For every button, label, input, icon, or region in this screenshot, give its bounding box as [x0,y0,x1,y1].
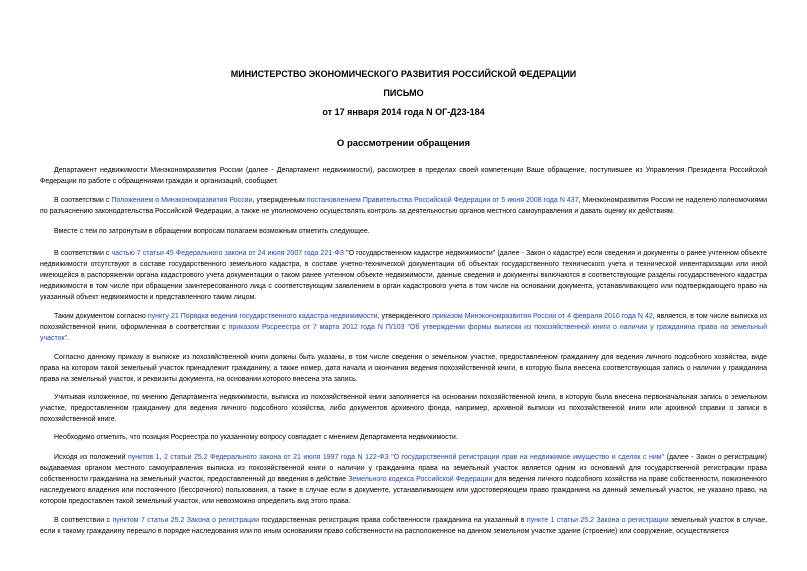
ministry-title: МИНИСТЕРСТВО ЭКОНОМИЧЕСКОГО РАЗВИТИЯ РОССИЙСКОЙ ФЕДЕРАЦИИ [230,69,577,79]
document-type: ПИСЬМО [383,88,424,98]
link-items-1[interactable]: пунктов 1 [128,454,160,461]
paragraph-10 [40,515,767,537]
paragraph-8: Необходимо отметить, что позиция Росреестра по указанному вопросу совпадает с мнением Департамента недвижимости. [54,434,458,441]
link-item-7-article-25-2[interactable]: пунктом 7 статьи 25.2 Закона о регистрации [112,517,259,524]
text: В соответствии с [54,517,113,524]
paragraph-5 [40,311,767,344]
paragraph-6: Согласно данному приказу в выписке из похозяйственной книги должны быть указаны, в том числе сведения о земельном участке, предоставленном гражданину для ведения личного подсобного хозяйства, виде права на котором такой земельный участок принадлежит гражданину, а также номер, дата начала и окончания ведения похозяйственной книги, в которую была внесена соответствующая запись о наличии у гражданина права на земельный участок, и реквизиты документа, на основании которого внесена эта запись. [40,354,767,383]
link-law-221-article-45[interactable]: частью 7 статьи 45 Федерального закона от 24 июля 2007 года 221-ФЗ [111,250,344,257]
paragraph-9 [40,452,767,507]
text: для ведения личного подсобного хозяйства на праве собственности, пожизненного наследуемого владения или постоянного (бессрочного) пользования, а также в случае если в документе, устанавливающем или удостоверяющем право гражданина на данный земельный участок, не указано право, на котором предоставлен такой земельный участок, или невозможно определить вид этого права. [40,476,768,505]
link-order-42[interactable]: приказом Минэкономразвития России от 4 февраля 2010 года N 42 [432,313,653,320]
text: Таким документом согласно [54,313,148,320]
paragraph-3: Вместе с тем по затронутым в обращении вопросам полагаем возможным отметить следующее. [54,228,370,235]
text: Исходя из положений [54,454,129,461]
text: В соответствии с [54,197,112,204]
text: "О государственном кадастре недвижимости" (далее - Закон о кадастре) если сведения и документы о ранее учтенном объекте недвижимости отсутствуют в составе государственного земельного кадастра, в составе учетно-технической документации об объектах государственного технического учета и технической инвентаризации или иной имеющейся в распоряжении органа кадастрового учета документации о таком ранее учтенном объекте недвижимости, данные сведения и документы включаются в соответствующие разделы государственного кадастра недвижимости в том числе при обращении заинтересованного лица с соответствующим заявлением в орган кадастрового учета в том числе на основании документа, устанавливающего или подтверждающего право на указанный объект недвижимости и представленного таким лицом. [40,250,767,301]
text: , [159,454,164,461]
paragraph-4 [40,248,767,303]
link-item-1-article-25-2[interactable]: пункте 1 статьи 25.2 Закона о регистрации [526,517,669,524]
text: земельный участок в случае, если к такому гражданину перешло в порядке наследования или по иным основаниям право собственности на расположенное на данном земельном участке здание (строение) или сооружение, осуществляется [40,517,768,535]
link-rosreestr-order-p103[interactable]: приказом Росреестра от 7 марта 2012 года N П/103 "Об утверждении формы выписки из похозяйственной книги о наличии у гражданина права на земельный участок" [40,324,767,342]
link-law-122-article-25-2[interactable]: 2 статьи 25.2 Федерального закона от 21 июля 1997 года N 122-ФЗ "О государственной регистрации прав на недвижимое имущество и сделок с ним" [163,454,665,461]
link-regulation-ministry[interactable]: Положением о Минэкономразвития России [111,197,253,204]
text: государственная регистрация права собственности гражданина на указанный в [258,517,527,524]
paragraph-2 [40,195,767,217]
text: В соответствии с [54,250,112,257]
document-subject: О рассмотрении обращения [336,138,471,149]
paragraph-7: Учитывая изложенное, по мнению Департамента недвижимости, выписка из похозяйственной книги заполняется на основании похозяйственной книги, в которую была внесена первоначальная запись о земельном участке, предоставленном гражданину для ведения личного подсобного хозяйства, либо документов архивного фонда, например, архивной выписки из похозяйственной книги или архивной справки о записи в похозяйственной книге. [40,394,767,423]
link-government-decree-437[interactable]: постановлением Правительства Российской Федерации от 5 июня 2008 года N 437 [306,197,579,204]
text: . [67,335,70,342]
text: (далее - Закон о регистрации) выдаваемая органом местного самоуправления выписка из похозяйственной книги о наличии у гражданина права на земельный участок является одним из оснований для государственной регистрации права собственности гражданина на земельный участок, предоставленный до введения в действие [40,454,768,483]
document-date-number: от 17 января 2014 года N ОГ-Д23-184 [322,107,485,117]
link-cadastre-procedure-item-21[interactable]: пункту 21 Порядка ведения государственного кадастра недвижимости [147,313,378,320]
link-land-code[interactable]: Земельного кодекса Российской Федерации [348,476,493,483]
text: , является, в том числе выписка из похозяйственной книги, оформленная в соответствии с [40,313,768,331]
text: , утвержденным [252,197,307,204]
text: , Минэкономразвития России не наделено полномочиями по разъяснению законодательства Российской Федерации, а также не уполномочено осуществлять контроль за деятельностью органов местного самоуправления и давать оценку их действиям. [40,197,767,215]
text: , утвержденного [377,313,433,320]
paragraph-1: Департамент недвижимости Минэкономразвития России (далее - Департамент недвижимости), рассмотрев в пределах своей компетенции Ваше обращение, поступившее из Управления Президента Российской Федерации по работе с обращениями граждан и организаций, сообщает. [40,167,767,185]
